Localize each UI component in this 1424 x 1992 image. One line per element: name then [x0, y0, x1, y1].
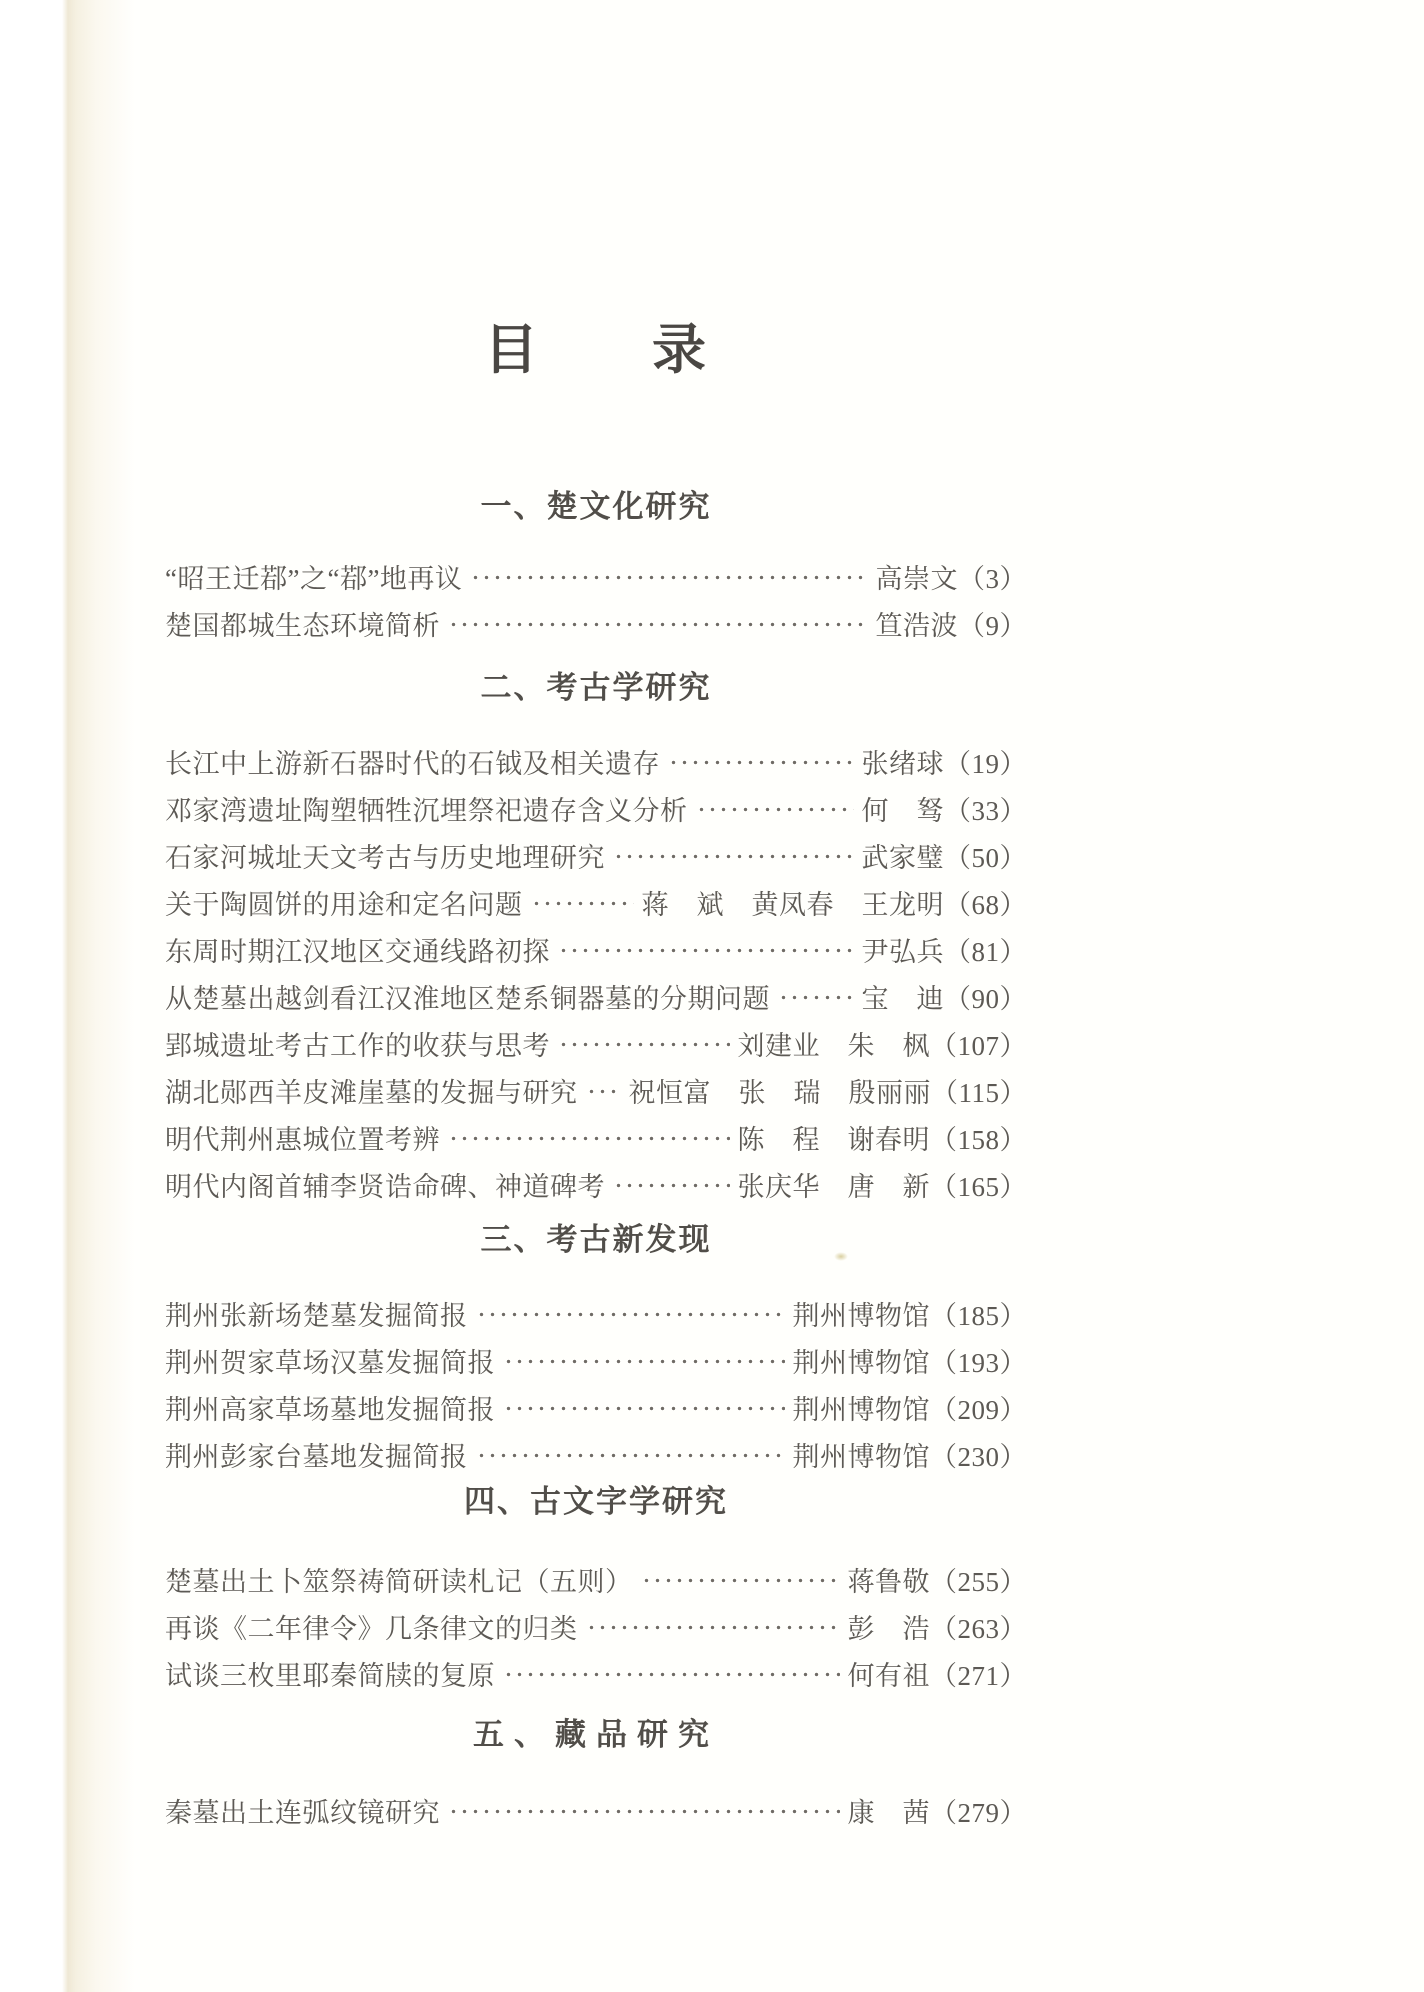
- toc-entry: [165, 1650, 1027, 1697]
- dot-leader: [446, 610, 868, 637]
- dot-leader: [611, 1171, 730, 1198]
- toc-entry: [165, 785, 1027, 832]
- section-heading: 二、考古学研究: [480, 670, 712, 705]
- entry-authors: 蒋鲁敬: [847, 1567, 930, 1597]
- entry-title: 湖北郧西羊皮滩崖墓的发掘与研究: [165, 1078, 578, 1108]
- dot-leader: [501, 1347, 785, 1374]
- toc-entry: [165, 738, 1027, 785]
- dot-leader: [446, 1124, 730, 1151]
- entry-title: 荆州彭家台墓地发掘简报: [165, 1442, 468, 1472]
- section-heading: 三、考古新发现: [480, 1222, 712, 1257]
- entry-page-number: （271）: [930, 1661, 1027, 1691]
- entry-page-number: （193）: [930, 1348, 1027, 1378]
- entry-authors: 刘建业 朱 枫: [737, 1031, 930, 1061]
- entry-page-number: （115）: [931, 1078, 1027, 1108]
- section-entries: [165, 1556, 1027, 1697]
- entry-title: 荆州贺家草场汉墓发掘简报: [165, 1348, 495, 1378]
- page-title: 目 录: [484, 320, 708, 380]
- dot-leader: [446, 1797, 840, 1824]
- dot-leader: [694, 795, 854, 822]
- entry-title: 秦墓出土连弧纹镜研究: [165, 1798, 440, 1828]
- entry-authors: 何有祖: [847, 1661, 930, 1691]
- section-entries: [165, 553, 1027, 647]
- entry-authors: 高崇文: [875, 564, 958, 594]
- entry-page-number: （9）: [958, 611, 1027, 641]
- dot-leader: [474, 1441, 785, 1468]
- dot-leader: [474, 1300, 785, 1327]
- entry-page-number: （81）: [944, 937, 1027, 967]
- toc-entry: [165, 1337, 1027, 1384]
- entry-authors: 尹弘兵: [861, 937, 944, 967]
- entry-page-number: （33）: [944, 796, 1027, 826]
- entry-authors: 张庆华 唐 新: [737, 1172, 930, 1202]
- page-gutter-shadow: [0, 0, 140, 1992]
- entry-authors: 武家璧: [861, 843, 944, 873]
- entry-authors: 荆州博物馆: [792, 1442, 930, 1472]
- entry-page-number: （255）: [930, 1567, 1027, 1597]
- section-entries: [165, 1787, 1027, 1834]
- entry-title: 明代荆州惠城位置考辨: [165, 1125, 440, 1155]
- section-heading: 一、楚文化研究: [480, 489, 712, 524]
- entry-authors: 陈 程 谢春明: [737, 1125, 930, 1155]
- toc-entry: [165, 1020, 1027, 1067]
- toc-entry: [165, 1384, 1027, 1431]
- toc-section-4: [165, 1482, 1027, 1697]
- section-entries: [165, 738, 1027, 1208]
- entry-title: 楚国都城生态环境简析: [165, 611, 440, 641]
- entry-title: 邓家湾遗址陶塑牺牲沉埋祭祀遗存含义分析: [165, 796, 688, 826]
- entry-title: 明代内阁首辅李贤诰命碑、神道碑考: [165, 1172, 605, 1202]
- toc-entry: [165, 879, 1027, 926]
- dot-leader: [639, 1566, 840, 1593]
- entry-authors: 荆州博物馆: [792, 1301, 930, 1331]
- entry-page-number: （19）: [944, 749, 1027, 779]
- entry-page-number: （68）: [944, 890, 1027, 920]
- entry-page-number: （107）: [930, 1031, 1027, 1061]
- entry-title: 关于陶圆饼的用途和定名问题: [165, 890, 523, 920]
- entry-page-number: （185）: [930, 1301, 1027, 1331]
- dot-leader: [468, 563, 867, 590]
- entry-authors: 荆州博物馆: [792, 1348, 930, 1378]
- entry-title: 石家河城址天文考古与历史地理研究: [165, 843, 605, 873]
- toc-section-2: [165, 668, 1027, 1208]
- section-heading: 四、古文字学研究: [464, 1484, 728, 1519]
- entry-title: 从楚墓出越剑看江汉淮地区楚系铜器墓的分期问题: [165, 984, 770, 1014]
- entry-title: 荆州高家草场墓地发掘简报: [165, 1395, 495, 1425]
- dot-leader: [776, 983, 854, 1010]
- toc-entry: [165, 832, 1027, 879]
- entry-page-number: （230）: [930, 1442, 1027, 1472]
- toc-entry: [165, 926, 1027, 973]
- toc-section-5: [165, 1715, 1027, 1834]
- toc-entry: [165, 600, 1027, 647]
- section-entries: [165, 1290, 1027, 1478]
- entry-title: 郢城遗址考古工作的收获与思考: [165, 1031, 550, 1061]
- toc-entry: [165, 973, 1027, 1020]
- toc-entry: [165, 553, 1027, 600]
- entry-authors: 宝 迪: [861, 984, 944, 1014]
- toc-entry: [165, 1431, 1027, 1478]
- dot-leader: [584, 1613, 840, 1640]
- entry-authors: 蒋 斌 黄凤春 王龙明: [641, 890, 944, 920]
- dot-leader: [501, 1660, 840, 1687]
- toc-entry: [165, 1114, 1027, 1161]
- dot-leader: [584, 1077, 621, 1104]
- entry-title: 荆州张新场楚墓发掘简报: [165, 1301, 468, 1331]
- entry-authors: 康 茜: [847, 1798, 930, 1828]
- entry-title: 长江中上游新石器时代的石钺及相关遗存: [165, 749, 660, 779]
- section-heading: 五、藏品研究: [473, 1717, 719, 1752]
- toc-entry: [165, 1603, 1027, 1650]
- entry-title: 试谈三枚里耶秦简牍的复原: [165, 1661, 495, 1691]
- dot-leader: [556, 1030, 730, 1057]
- entry-page-number: （263）: [930, 1614, 1027, 1644]
- entry-page-number: （165）: [930, 1172, 1027, 1202]
- toc-entry: [165, 1556, 1027, 1603]
- entry-page-number: （158）: [930, 1125, 1027, 1155]
- toc-entry: [165, 1290, 1027, 1337]
- toc-section-3: [165, 1220, 1027, 1478]
- entry-authors: 荆州博物馆: [792, 1395, 930, 1425]
- toc-section-1: [165, 487, 1027, 647]
- entry-title: “昭王迁鄀”之“鄀”地再议: [165, 564, 463, 594]
- entry-authors: 彭 浩: [847, 1614, 930, 1644]
- entry-authors: 祝恒富 张 瑞 殷丽丽: [628, 1078, 931, 1108]
- entry-page-number: （279）: [930, 1798, 1027, 1828]
- entry-page-number: （209）: [930, 1395, 1027, 1425]
- toc-entry: [165, 1067, 1027, 1114]
- toc-entry: [165, 1161, 1027, 1208]
- dot-leader: [501, 1394, 785, 1421]
- entry-title: 东周时期江汉地区交通线路初探: [165, 937, 550, 967]
- entry-page-number: （90）: [944, 984, 1027, 1014]
- dot-leader: [611, 842, 854, 869]
- toc-entry: [165, 1787, 1027, 1834]
- entry-authors: 笪浩波: [875, 611, 958, 641]
- dot-leader: [529, 889, 634, 916]
- entry-title: 再谈《二年律令》几条律文的归类: [165, 1614, 578, 1644]
- dot-leader: [556, 936, 854, 963]
- entry-title: 楚墓出土卜筮祭祷简研读札记（五则）: [165, 1567, 633, 1597]
- entry-page-number: （3）: [958, 564, 1027, 594]
- toc-content: [165, 0, 1027, 1834]
- entry-authors: 何 驽: [861, 796, 944, 826]
- entry-page-number: （50）: [944, 843, 1027, 873]
- dot-leader: [666, 748, 854, 775]
- entry-authors: 张绪球: [861, 749, 944, 779]
